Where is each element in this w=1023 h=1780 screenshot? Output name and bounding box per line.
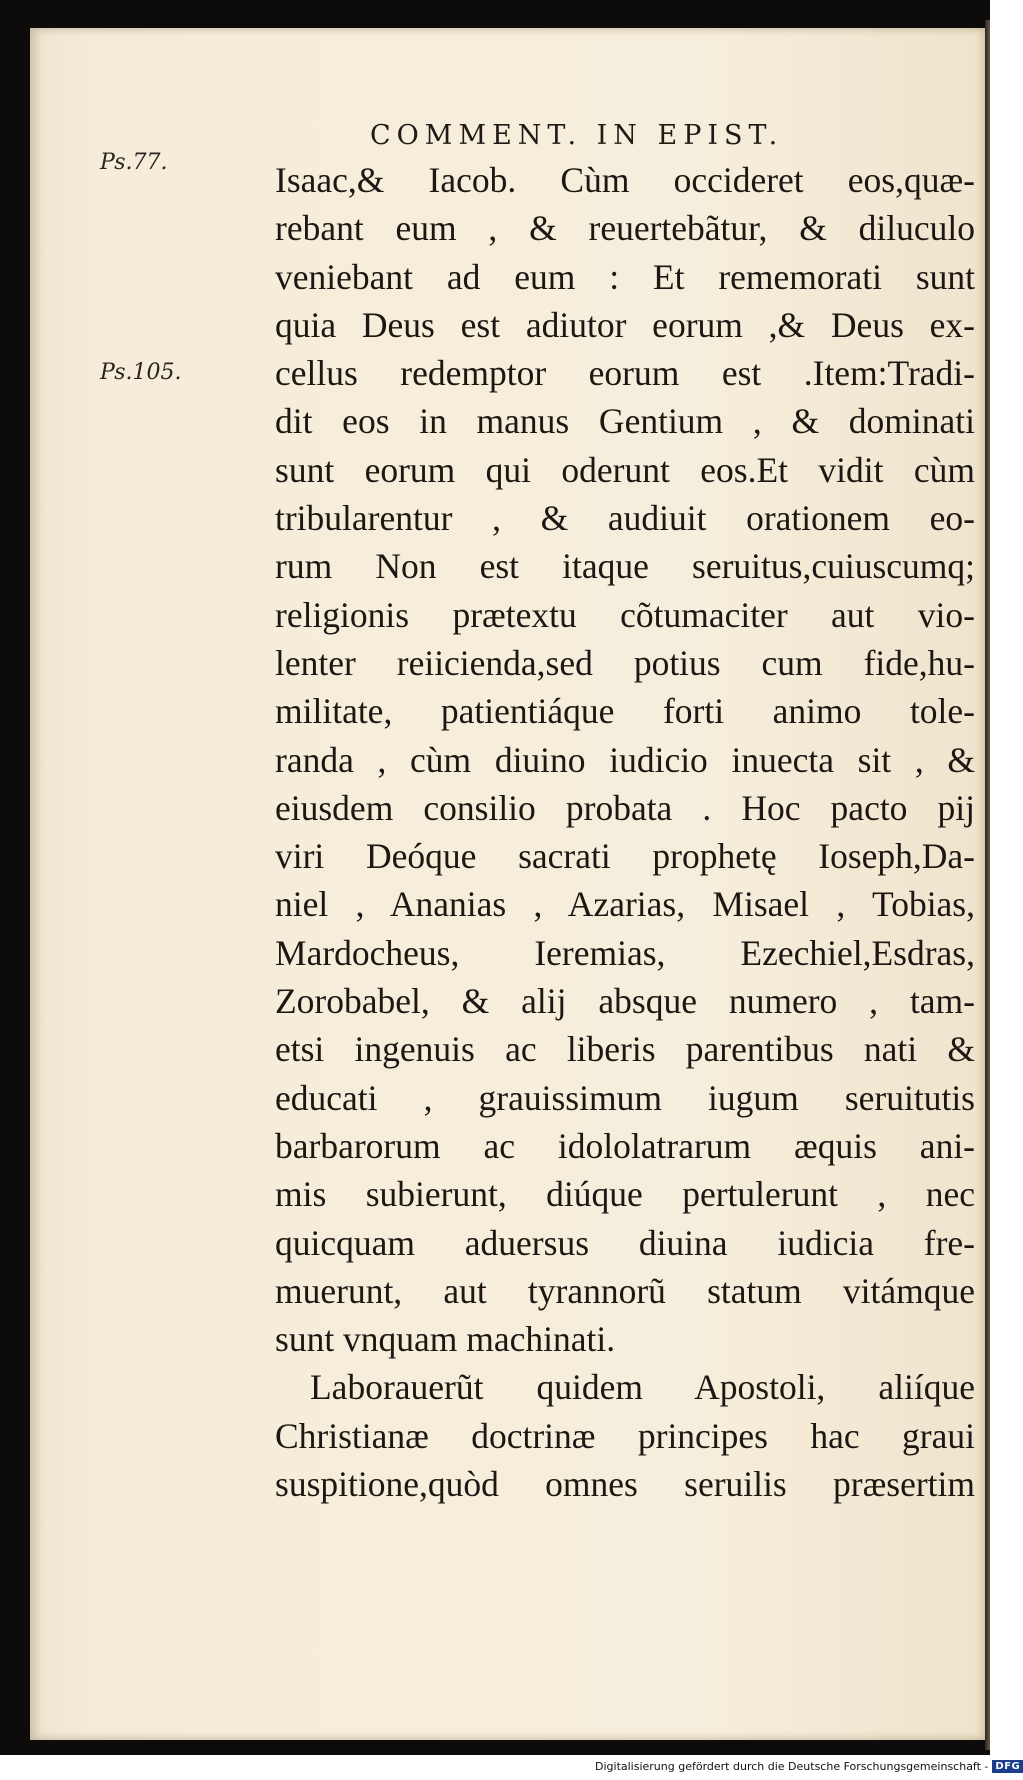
text-line: viri Deóque sacrati prophetę Ioseph,Da- bbox=[275, 836, 975, 877]
text-line: Christianæ doctrinæ principes hac graui bbox=[275, 1415, 975, 1456]
text-line: cellus redemptor eorum est .Item:Tradi- bbox=[275, 353, 975, 394]
body-text bbox=[275, 156, 975, 1508]
margin-note-ps105: Ps.105. bbox=[100, 360, 182, 385]
text-line: muerunt, aut tyrannorũ statum vitámque bbox=[275, 1270, 975, 1311]
text-line: rebant eum , & reuertebãtur, & diluculo bbox=[275, 208, 975, 249]
text-line: Zorobabel, & alij absque numero , tam- bbox=[275, 981, 975, 1022]
text-line: tribularentur , & audiuit orationem eo- bbox=[275, 498, 975, 539]
text-line: etsi ingenuis ac liberis parentibus nati & bbox=[275, 1029, 975, 1070]
text-line: rum Non est itaque seruitus,cuiuscumq; bbox=[275, 546, 975, 587]
text-line: lenter reiicienda,sed potius cum fide,hu- bbox=[275, 642, 975, 683]
book-edge bbox=[985, 20, 990, 1750]
text-line: Laborauerũt quidem Apostoli, aliíque bbox=[310, 1367, 975, 1408]
text-line: eiusdem consilio probata . Hoc pacto pij bbox=[275, 787, 975, 828]
text-line: educati , grauissimum iugum seruitutis bbox=[275, 1077, 975, 1118]
text-line: dit eos in manus Gentium , & dominati bbox=[275, 401, 975, 442]
credit-text: Digitalisierung gefördert durch die Deutsche Forschungsgemeinschaft - bbox=[595, 1760, 989, 1773]
book-page bbox=[30, 28, 985, 1740]
text-line: quicquam aduersus diuina iudicia fre- bbox=[275, 1222, 975, 1263]
margin-note-ps77: Ps.77. bbox=[100, 150, 168, 175]
text-line: religionis prætextu cõtumaciter aut vio- bbox=[275, 594, 975, 635]
text-line: sunt eorum qui oderunt eos.Et vidit cùm bbox=[275, 449, 975, 490]
text-line: Mardocheus, Ieremias, Ezechiel,Esdras, bbox=[275, 932, 975, 973]
text-line: suspitione,quòd omnes seruilis præsertim bbox=[275, 1464, 975, 1505]
text-line: randa , cùm diuino iudicio inuecta sit , & bbox=[275, 739, 975, 780]
running-head: COMMENT. IN EPIST. bbox=[370, 120, 784, 151]
dfg-logo: DFG bbox=[992, 1760, 1023, 1773]
text-line: sunt vnquam machinati. bbox=[275, 1319, 616, 1360]
text-line: niel , Ananias , Azarias, Misael , Tobias, bbox=[275, 884, 975, 925]
text-line: barbarorum ac idololatrarum æquis ani- bbox=[275, 1125, 975, 1166]
text-line: militate, patientiáque forti animo tole- bbox=[275, 691, 975, 732]
text-line: veniebant ad eum : Et rememorati sunt bbox=[275, 256, 975, 297]
text-line: quia Deus est adiutor eorum ,& Deus ex- bbox=[275, 304, 975, 345]
text-line: mis subierunt, diúque pertulerunt , nec bbox=[275, 1174, 975, 1215]
digitization-credit bbox=[595, 1760, 1021, 1773]
text-line: Isaac,& Iacob. Cùm occideret eos,quæ- bbox=[275, 160, 975, 200]
